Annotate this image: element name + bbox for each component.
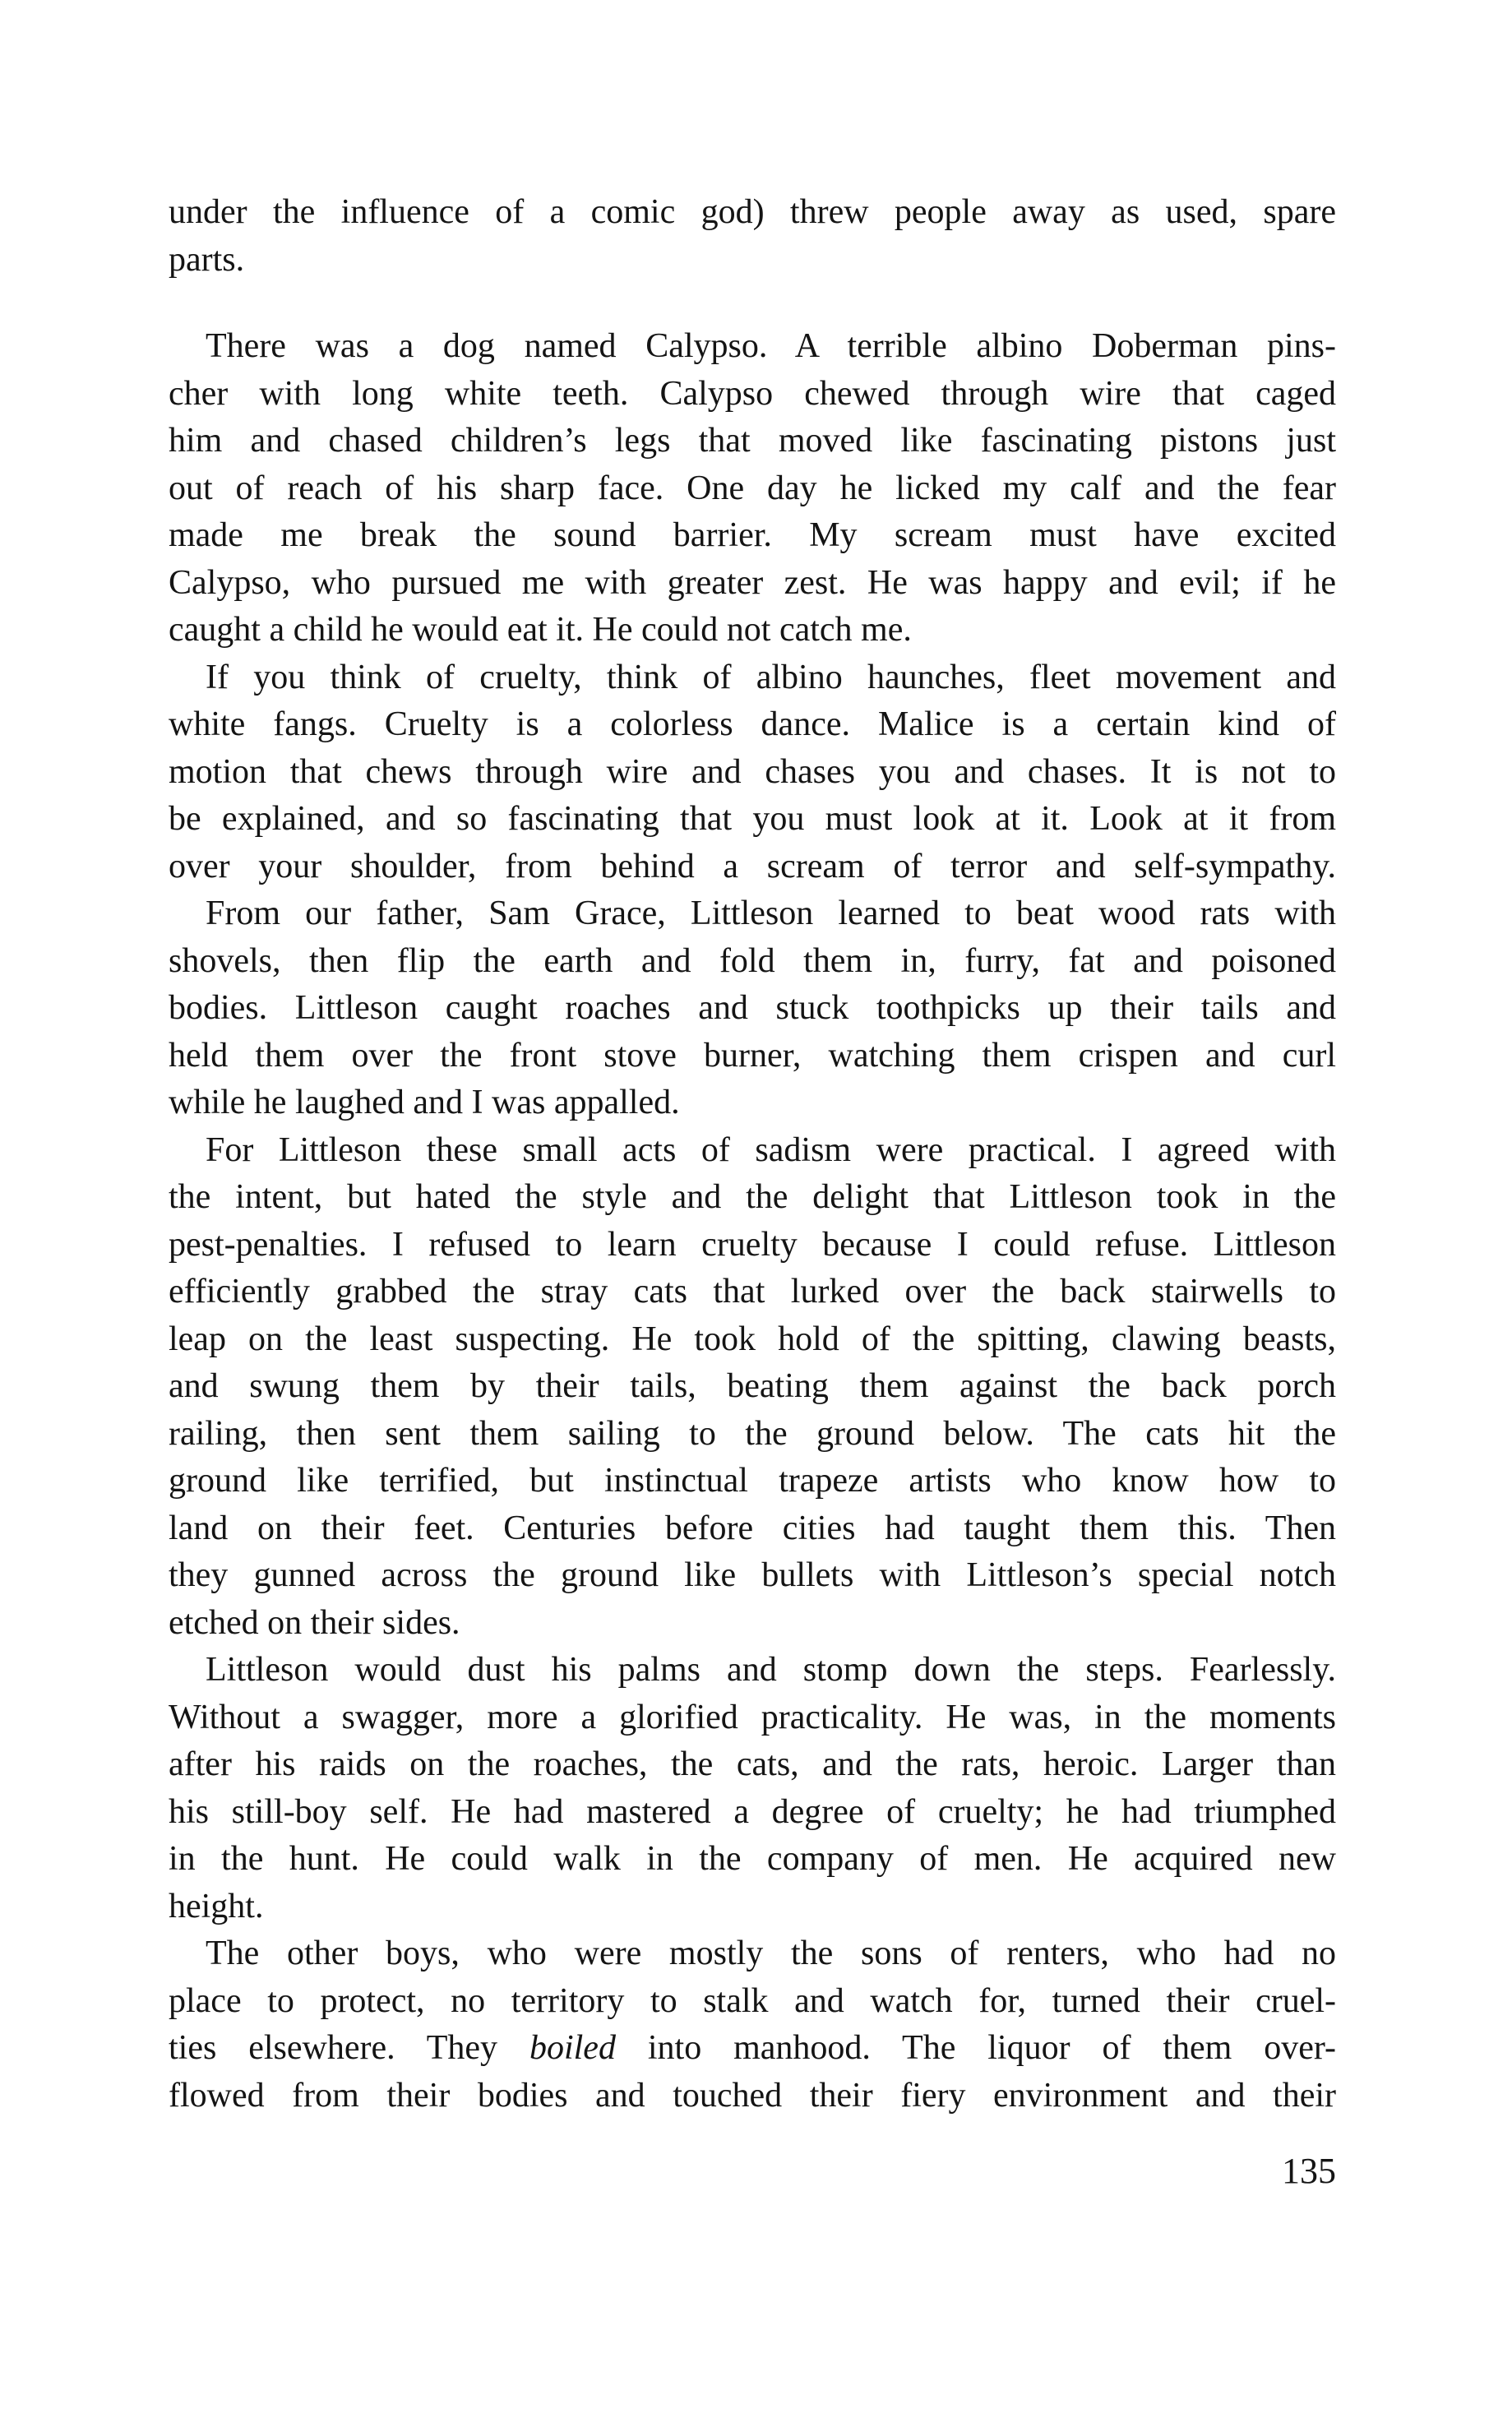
text-line: There was a dog named Calypso. A terrible albino Doberman pins- [206,327,1336,365]
text-line: in the hunt. He could walk in the company of men. He acquired new [169,1840,1336,1878]
emphasized-word: boiled [529,2029,616,2067]
text-line: while he laughed and I was appalled. [169,1084,680,1121]
text-line: out of reach of his sharp face. One day he licked my calf and the fear [169,469,1336,507]
text-line: ground like terrified, but instinctual trapeze artists who know how to [169,1462,1336,1500]
text-line: shovels, then flip the earth and fold them in, furry, fat and poisoned [169,941,1336,980]
text-line: Calypso, who pursued me with greater zest. He was happy and evil; if he [169,563,1336,602]
text-line: held them over the front stove burner, watching them crispen and curl [169,1036,1336,1075]
text-line: him and chased children’s legs that moved like fascinating pistons just [169,422,1336,460]
page-number: 135 [1282,2151,1336,2191]
text-line: caught a child he would eat it. He could not catch me. [169,611,912,649]
text-line: Without a swagger, more a glorified practicality. He was, in the moments [169,1698,1336,1736]
text-line: The other boys, who were mostly the sons of renters, who had no [206,1935,1336,1972]
text-line: parts. [169,240,245,279]
page-text-block [169,189,1336,2119]
text-line: and swung them by their tails, beating them against the back porch [169,1367,1336,1405]
text-line: From our father, Sam Grace, Littleson learned to beat wood rats with [206,894,1336,932]
text-line: leap on the least suspecting. He took hold of the spitting, clawing beasts, [169,1320,1336,1358]
text-line-with-emphasis [169,2025,1336,2073]
text-line: efficiently grabbed the stray cats that lurked over the back stairwells to [169,1273,1336,1311]
text-line: over your shoulder, from behind a scream of terror and self-sympathy. [169,847,1336,885]
text-line: cher with long white teeth. Calypso chewed through wire that caged [169,374,1336,413]
section-break [169,284,1336,323]
text-line: etched on their sides. [169,1603,460,1642]
text-line: railing, then sent them sailing to the ground below. The cats hit the [169,1414,1336,1453]
text-line: height. [169,1887,264,1925]
text-line: pest-penalties. I refused to learn cruelty because I could refuse. Littleson [169,1225,1336,1264]
text-line: If you think of cruelty, think of albino haunches, fleet movement and [206,658,1336,696]
text-line: under the influence of a comic god) threw people away as used, spare [169,193,1336,231]
text-line: flowed from their bodies and touched their fiery environment and their [169,2076,1336,2115]
text-line: Littleson would dust his palms and stomp down the steps. Fearlessly. [206,1651,1336,1689]
text-line: be explained, and so fascinating that you must look at it. Look at it from [169,800,1336,838]
text-run: ties elsewhere. They [169,2029,529,2067]
text-line: bodies. Littleson caught roaches and stuck toothpicks up their tails and [169,989,1336,1027]
text-line: land on their feet. Centuries before cities had taught them this. Then [169,1509,1336,1547]
text-line: his still-boy self. He had mastered a degree of cruelty; he had triumphed [169,1792,1336,1831]
text-line: after his raids on the roaches, the cats, and the rats, heroic. Larger than [169,1745,1336,1783]
text-line: white fangs. Cruelty is a colorless dance. Malice is a certain kind of [169,705,1336,743]
text-line: made me break the sound barrier. My scream must have excited [169,516,1336,554]
text-line: For Littleson these small acts of sadism were practical. I agreed with [206,1130,1336,1169]
text-line: motion that chews through wire and chases you and chases. It is not to [169,752,1336,791]
text-line: the intent, but hated the style and the delight that Littleson took in the [169,1178,1336,1216]
text-run: into manhood. The liquor of them over- [615,2029,1337,2067]
text-line: they gunned across the ground like bullets with Littleson’s special notch [169,1556,1336,1594]
text-line: place to protect, no territory to stalk and watch for, turned their cruel- [169,1981,1336,2020]
